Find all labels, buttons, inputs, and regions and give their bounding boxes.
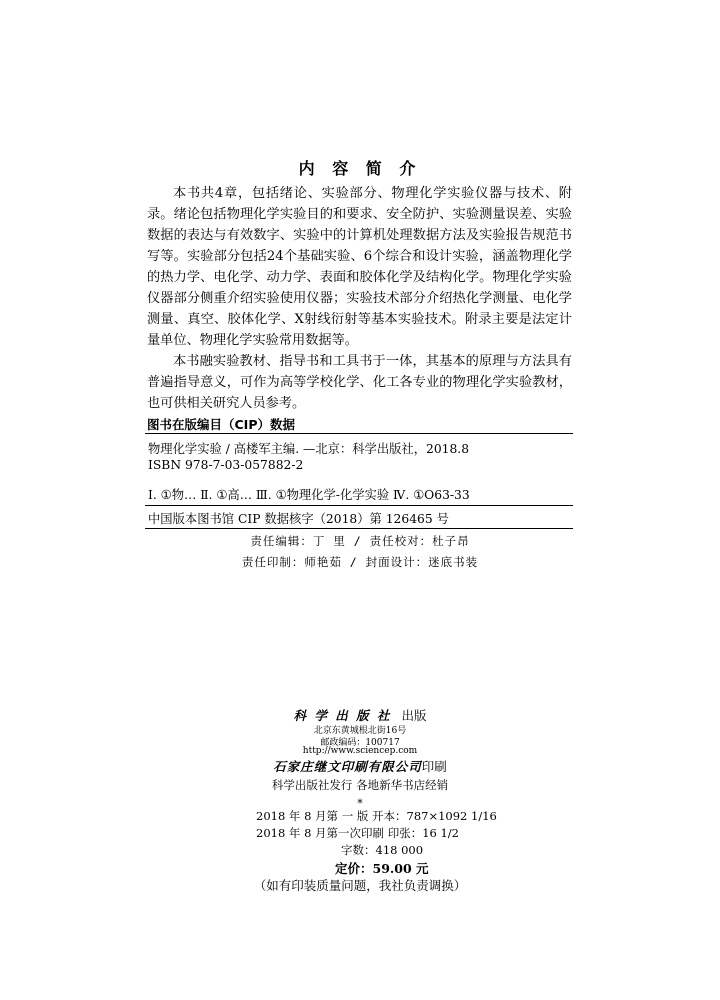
publisher-postcode: 邮政编码：100717 xyxy=(320,738,400,748)
printer-line xyxy=(0,757,720,775)
credits-production: 责任印制：师艳茹 / 封面设计：迷底书装 xyxy=(241,555,479,569)
printing-line: 2018 年 8 月第一次印刷 印张：16 1/2 xyxy=(256,826,460,840)
distribution-line: 科学出版社发行 各地新华书店经销 xyxy=(271,778,449,792)
intro-title: 内 容 简 介 xyxy=(298,159,422,178)
price-line: 定价：59.00 元 xyxy=(335,861,429,876)
publisher-suffix: 出版 xyxy=(401,708,427,723)
separator-star: * xyxy=(357,797,363,810)
edition-line: 2018 年 8 月第 一 版 开本：787×1092 1/16 xyxy=(256,809,497,823)
cip-line-number: 中国版本图书馆 CIP 数据核字（2018）第 126465 号 xyxy=(148,512,449,526)
wordcount-line: 字数：418 000 xyxy=(341,843,424,857)
cip-mid-rule xyxy=(145,505,573,506)
notice-line: （如有印装质量问题，我社负责调换） xyxy=(253,878,467,893)
cip-heading: 图书在版编目（CIP）数据 xyxy=(147,417,295,432)
cip-bottom-rule xyxy=(145,528,573,529)
publisher-logo-text: 科 学 出 版 社 xyxy=(293,708,392,723)
cip-line-classification: Ⅰ. ①物… Ⅱ. ①高… Ⅲ. ①物理化学-化学实验 Ⅳ. ①O63-33 xyxy=(148,488,470,502)
cip-top-rule xyxy=(145,433,573,434)
cip-line-title: 物理化学实验 / 高楼军主编. —北京：科学出版社，2018.8 xyxy=(148,442,470,456)
credits-editors: 责任编辑：丁 里 / 责任校对：杜子昂 xyxy=(250,534,470,548)
intro-paragraph-1: 本书共4章，包括绪论、实验部分、物理化学实验仪器与技术、附录。绪论包括物理化学实验目的和要求、安全防护、实验测量误差、实验数据的表达与有效数字、实验中的计算机处理数据方法及实验报告规范书写等。实验部分包括24个基础实验、6个综合和设计实验，涵盖物理化学的热力学、电化学、动力学、表面和胶体化学及结构化学。物理化学实验仪器部分侧重介绍实验使用仪器；实验技术部分介绍热化学测量、电化学测量、真空、胶体化学、X射线衍射等基本实验技术。附录主要是法定计量单位、物理化学实验常用数据等。 xyxy=(147,186,572,348)
intro-paragraph-2: 本书融实验教材、指导书和工具书于一体，其基本的原理与方法具有普遍指导意义，可作为高等学校化学、化工各专业的物理化学实验教材，也可供相关研究人员参考。 xyxy=(147,354,572,411)
intro-body xyxy=(147,183,572,414)
printer-logo-text: 石家庄继文印刷有限公司 xyxy=(273,759,422,774)
cip-line-isbn: ISBN 978-7-03-057882-2 xyxy=(148,458,304,472)
publisher-line xyxy=(0,706,720,724)
printer-suffix: 印刷 xyxy=(421,759,447,774)
publisher-address: 北京东黄城根北街16号 xyxy=(313,726,407,736)
publisher-url: http://www.sciencep.com xyxy=(302,746,418,756)
